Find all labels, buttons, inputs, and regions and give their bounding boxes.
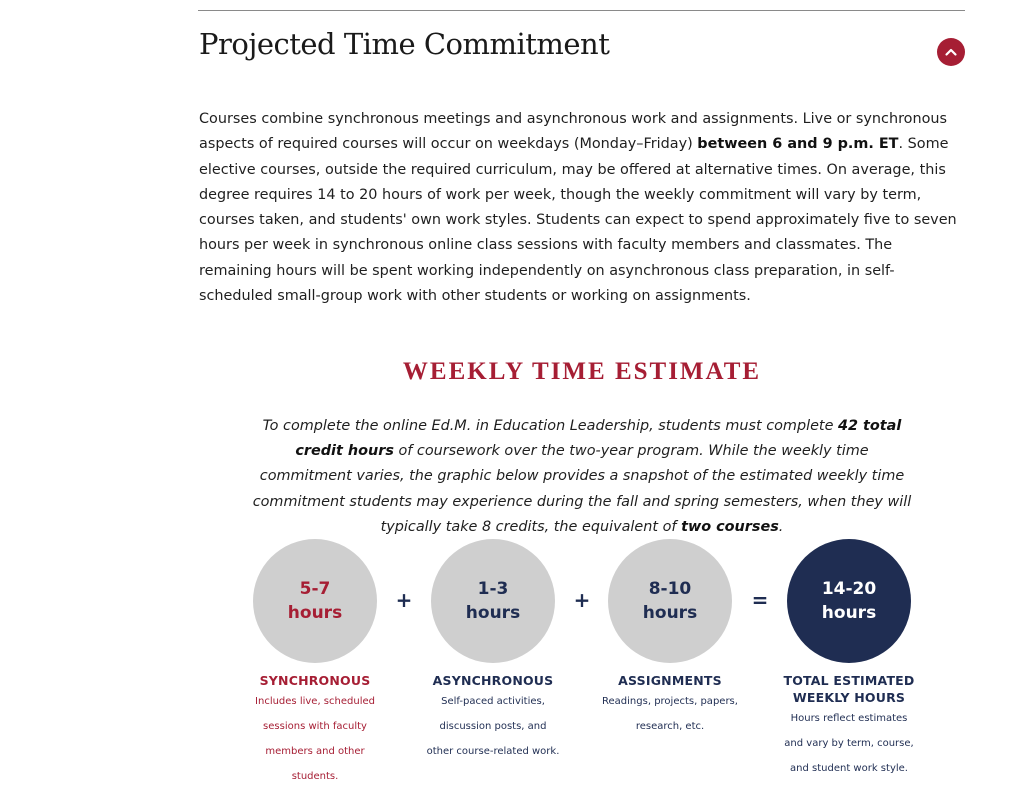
estimate-credit-hours: 42 total credit hours <box>295 418 902 460</box>
synchronous-desc-line: Includes live, scheduled <box>255 696 375 707</box>
synchronous-desc-line: members and other <box>265 746 365 757</box>
weekly-estimate-heading: WEEKLY TIME ESTIMATE <box>402 358 762 385</box>
assignments-hours-range: 8-10 <box>648 579 692 599</box>
synchronous-hours-unit: hours <box>287 603 343 623</box>
asynchronous-hours-unit: hours <box>465 603 521 623</box>
synchronous-description <box>235 689 395 789</box>
asynchronous-desc-line: other course-related work. <box>426 746 560 757</box>
equals-operator: = <box>751 588 769 612</box>
asynchronous-desc-line: Self-paced activities, <box>441 696 545 707</box>
asynchronous-hours-range: 1-3 <box>477 579 509 599</box>
total-label <box>769 672 929 706</box>
synchronous-desc-line: sessions with faculty <box>263 721 367 732</box>
estimate-desc-text-1: To complete the online Ed.M. in Education Leadership, students must complete <box>262 418 838 434</box>
plus-operator: + <box>395 588 413 612</box>
intro-text-2: . Some elective courses, outside the required curriculum, may be offered at alternative times. On average, this degree requires 14 to 20 hours of work per week, though the weekly commitment will vary by term, courses taken, and students' own work styles. Students can expect to spend approximately five to seven hours per week in synchronous online class sessions with faculty members and classmates. The remaining hours will be spent working independently on asynchronous class preparation, in self-scheduled small-group work with other students or working on assignments. <box>199 136 957 305</box>
assignments-hours-unit: hours <box>642 603 698 623</box>
assignments-desc-line: research, etc. <box>635 721 705 732</box>
assignments-hours-circle <box>608 539 732 663</box>
section-divider <box>198 10 965 11</box>
total-description <box>769 706 929 781</box>
assignments-label: ASSIGNMENTS <box>618 673 722 688</box>
total-hours-circle <box>787 539 911 663</box>
synchronous-hours-circle <box>253 539 377 663</box>
collapse-section-button[interactable] <box>937 38 965 66</box>
intro-time-highlight: between 6 and 9 p.m. ET <box>697 136 899 153</box>
total-label-line: WEEKLY HOURS <box>792 690 906 705</box>
total-hours-unit: hours <box>821 603 877 623</box>
synchronous-desc-line: students. <box>291 771 339 782</box>
total-desc-line: Hours reflect estimates <box>790 713 908 724</box>
total-desc-line: and vary by term, course, <box>784 738 914 749</box>
assignments-desc-line: Readings, projects, papers, <box>602 696 738 707</box>
estimate-desc-text-3: . <box>778 518 784 535</box>
chevron-up-icon <box>944 45 958 59</box>
asynchronous-hours-circle <box>431 539 555 663</box>
total-desc-line: and student work style. <box>790 763 908 774</box>
asynchronous-description <box>413 689 573 764</box>
asynchronous-desc-line: discussion posts, and <box>439 721 547 732</box>
estimate-two-courses: two courses <box>681 518 779 535</box>
assignments-description <box>590 689 750 739</box>
intro-paragraph <box>199 107 967 309</box>
plus-operator: + <box>573 588 591 612</box>
asynchronous-label: ASYNCHRONOUS <box>432 673 554 688</box>
total-label-line: TOTAL ESTIMATED <box>783 673 915 688</box>
synchronous-hours-range: 5-7 <box>299 579 331 599</box>
section-title: Projected Time Commitment <box>199 27 610 61</box>
estimate-desc-text-2: of coursework over the two-year program. While the weekly time commitment varies, the graphic below provides a snapshot of the estimated weekly time commitment students may experience during the fall and spring semesters, when they will typically take 8 credits, the equivalent of <box>252 443 912 535</box>
synchronous-label: SYNCHRONOUS <box>259 673 371 688</box>
weekly-estimate-description <box>250 414 914 540</box>
intro-text-1: Courses combine synchronous meetings and asynchronous work and assignments. Live or synchronous aspects of required courses will occur on weekdays (Monday–Friday) <box>199 111 948 153</box>
total-hours-range: 14-20 <box>821 579 877 599</box>
